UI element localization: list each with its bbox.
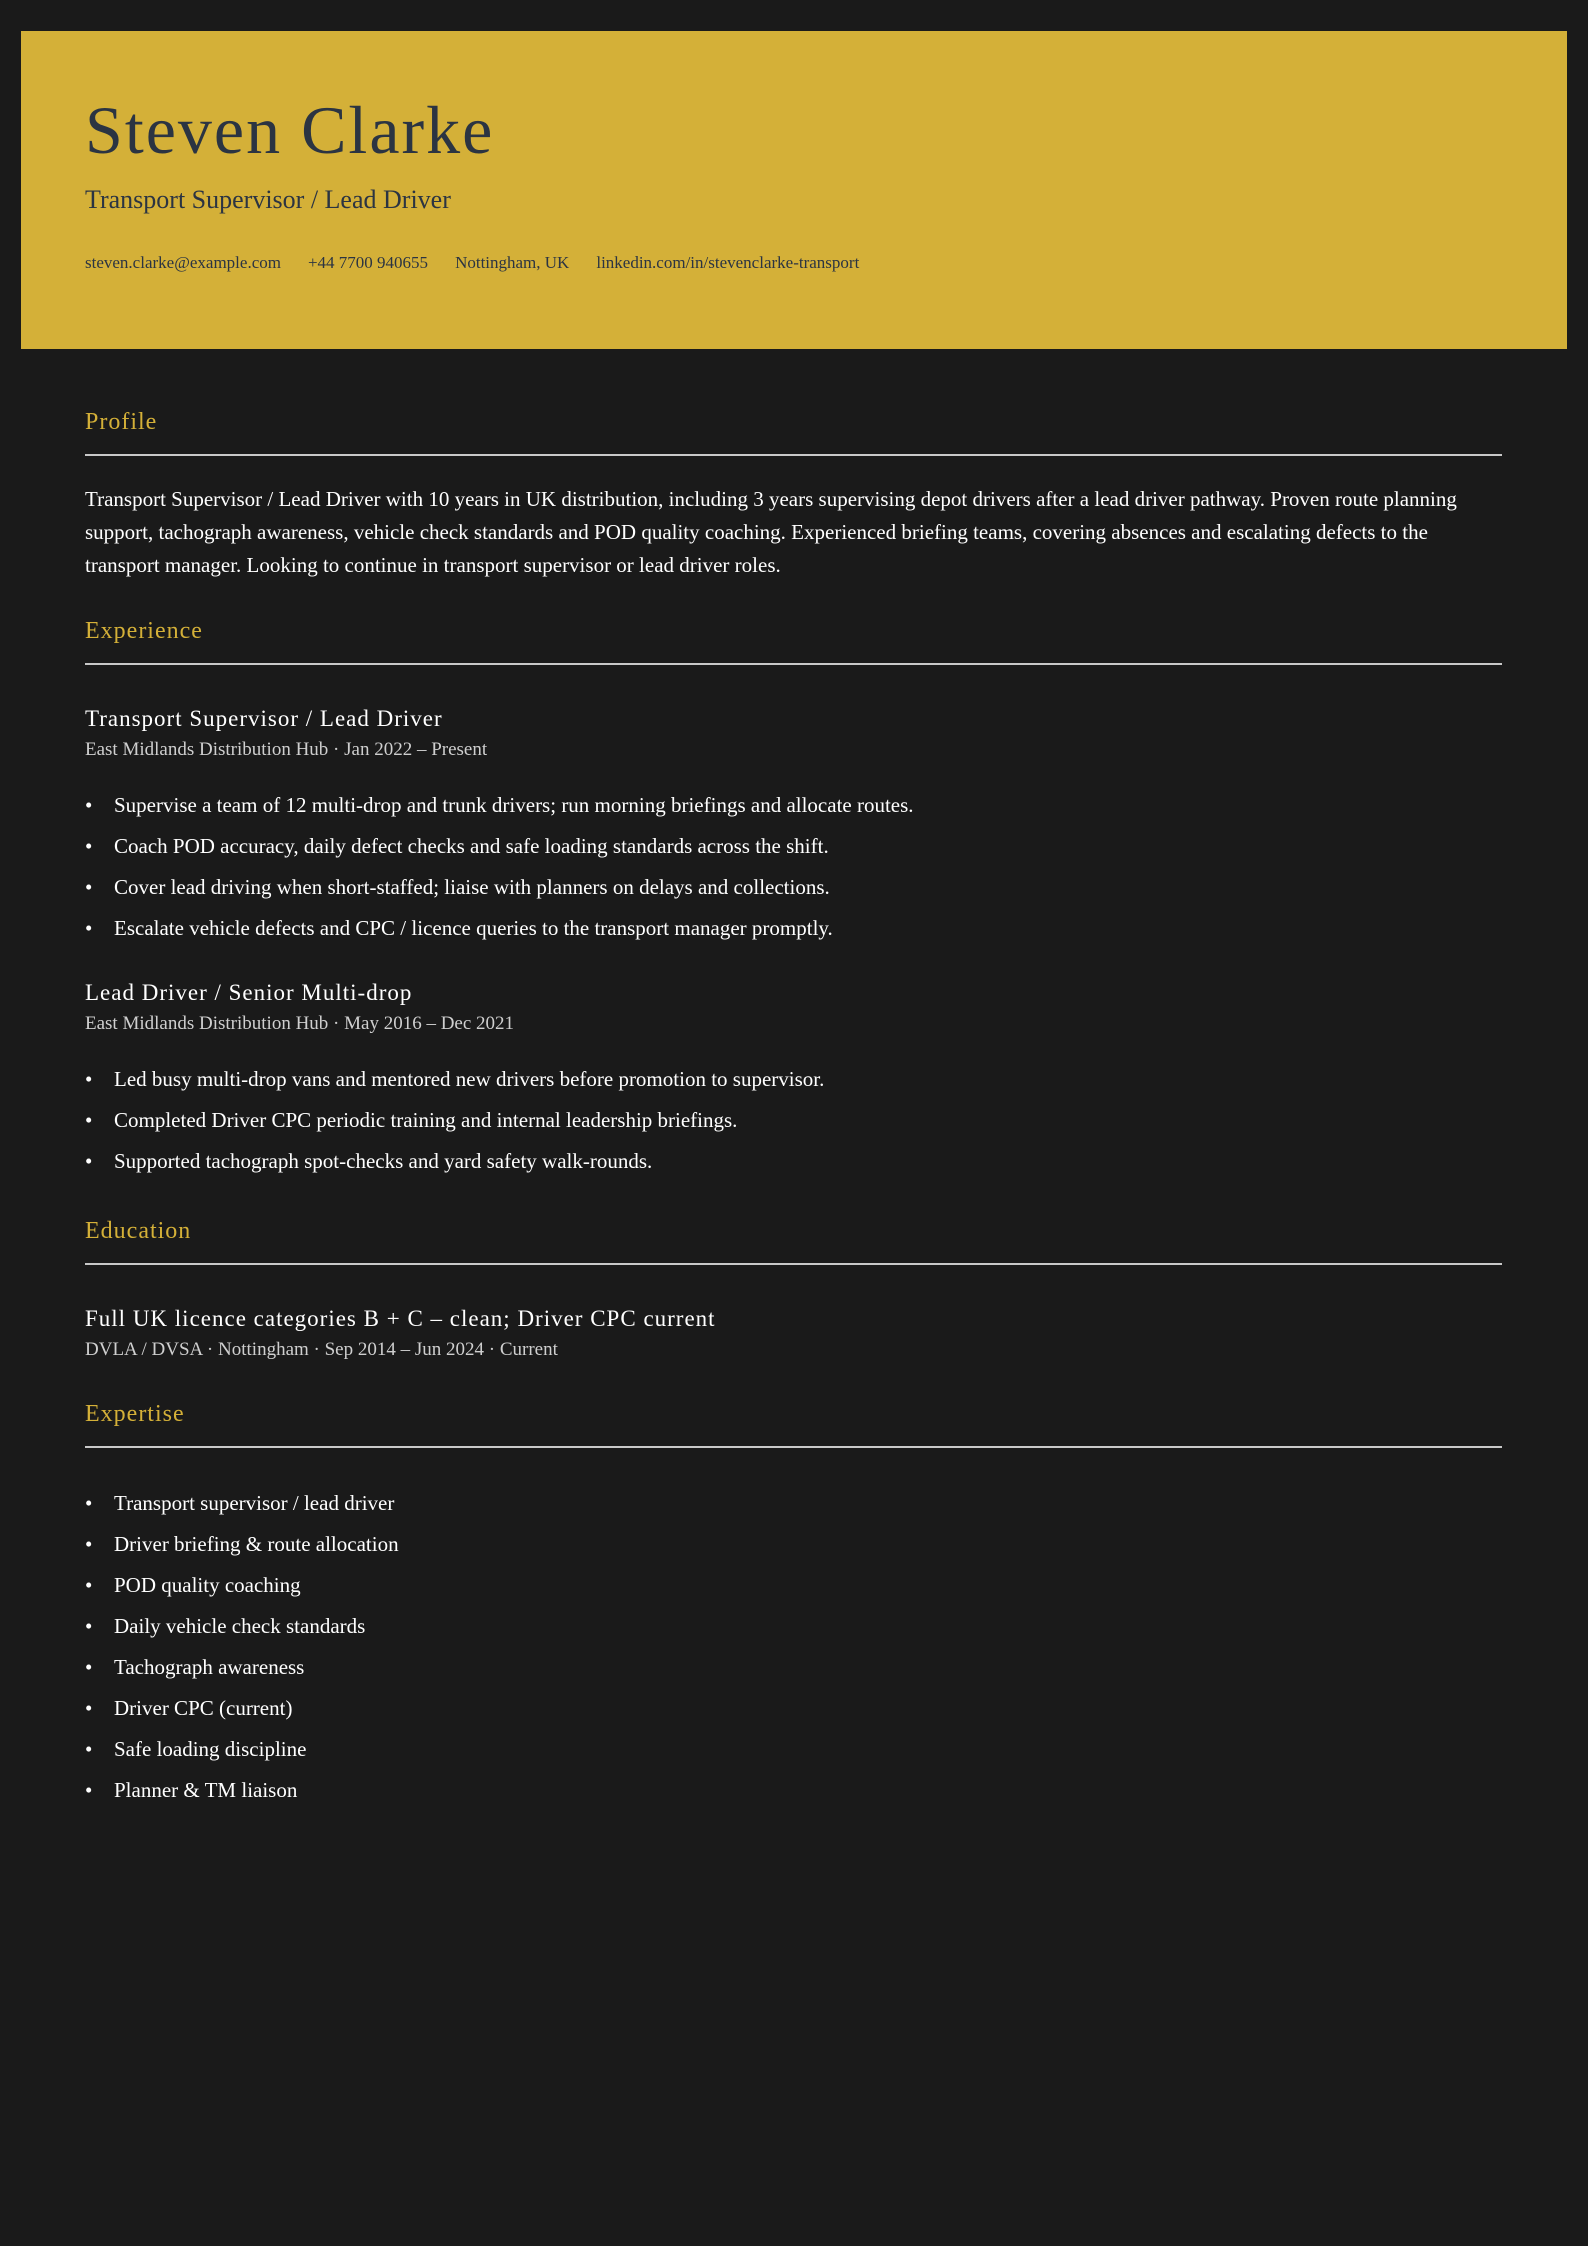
education-section xyxy=(85,1214,1502,1365)
contact-phone[interactable]: +44 7700 940655 xyxy=(307,253,429,272)
section-title-experience: Experience xyxy=(85,618,203,644)
candidate-name: Steven Clarke xyxy=(85,92,495,168)
job-bullets xyxy=(85,1059,1502,1182)
resume-body xyxy=(85,405,1502,1811)
contact-email[interactable]: steven.clarke@example.com xyxy=(85,253,281,272)
expertise-item: • POD quality coaching xyxy=(85,1565,1502,1606)
job-bullet: • Escalate vehicle defects and CPC / licence queries to the transport manager promptly. xyxy=(85,908,1502,949)
expertise-item: • Daily vehicle check standards xyxy=(85,1606,1502,1647)
expertise-item: • Transport supervisor / lead driver xyxy=(85,1483,1502,1524)
section-title-expertise: Expertise xyxy=(85,1401,185,1427)
job-bullet: • Supervise a team of 12 multi-drop and trunk drivers; run morning briefings and allocate routes. xyxy=(85,785,1502,826)
job-entry xyxy=(85,977,1502,1182)
job-bullet: • Cover lead driving when short-staffed; liaise with planners on delays and collections. xyxy=(85,867,1502,908)
contact-location: Nottingham, UK xyxy=(455,253,570,272)
section-title-education: Education xyxy=(85,1218,192,1244)
section-divider xyxy=(85,1446,1502,1448)
expertise-item: • Driver CPC (current) xyxy=(85,1688,1502,1729)
section-divider xyxy=(85,454,1502,456)
education-entry xyxy=(85,1303,1502,1365)
candidate-role: Transport Supervisor / Lead Driver xyxy=(85,185,451,214)
contact-linkedin[interactable]: linkedin.com/in/stevenclarke-transport xyxy=(596,253,860,272)
job-title: Transport Supervisor / Lead Driver xyxy=(85,706,443,731)
job-bullet: • Completed Driver CPC periodic training and internal leadership briefings. xyxy=(85,1100,1502,1141)
resume-header xyxy=(21,31,1567,349)
section-divider xyxy=(85,663,1502,665)
job-meta: East Midlands Distribution Hub · May 2016 – Dec 2021 xyxy=(85,1013,515,1034)
section-title-profile: Profile xyxy=(85,409,158,435)
job-entry xyxy=(85,703,1502,949)
profile-section xyxy=(85,405,1502,582)
job-title: Lead Driver / Senior Multi-drop xyxy=(85,980,413,1005)
expertise-list xyxy=(85,1483,1502,1811)
expertise-item: • Tachograph awareness xyxy=(85,1647,1502,1688)
job-bullet: • Supported tachograph spot-checks and yard safety walk-rounds. xyxy=(85,1141,1502,1182)
contact-info xyxy=(85,253,859,273)
job-bullets xyxy=(85,785,1502,949)
section-divider xyxy=(85,1263,1502,1265)
experience-section xyxy=(85,614,1502,1182)
job-bullet: • Coach POD accuracy, daily defect checks and safe loading standards across the shift. xyxy=(85,826,1502,867)
job-meta: East Midlands Distribution Hub · Jan 2022 – Present xyxy=(85,739,488,760)
job-bullet: • Led busy multi-drop vans and mentored new drivers before promotion to supervisor. xyxy=(85,1059,1502,1100)
expertise-item: • Driver briefing & route allocation xyxy=(85,1524,1502,1565)
expertise-section xyxy=(85,1397,1502,1811)
education-title: Full UK licence categories B + C – clean; Driver CPC current xyxy=(85,1306,716,1331)
expertise-item: • Safe loading discipline xyxy=(85,1729,1502,1770)
expertise-item: • Planner & TM liaison xyxy=(85,1770,1502,1811)
education-meta: DVLA / DVSA · Nottingham · Sep 2014 – Jun 2024 · Current xyxy=(85,1339,558,1360)
profile-summary: Transport Supervisor / Lead Driver with 10 years in UK distribution, including 3 years supervising depot drivers after a lead driver pathway. Proven route planning support, tachograph awareness, vehicle check standards and POD quality coaching. Experienced briefing teams, covering absences and escalating defects to the transport manager. Looking to continue in transport supervisor or lead driver roles. xyxy=(85,487,1457,577)
